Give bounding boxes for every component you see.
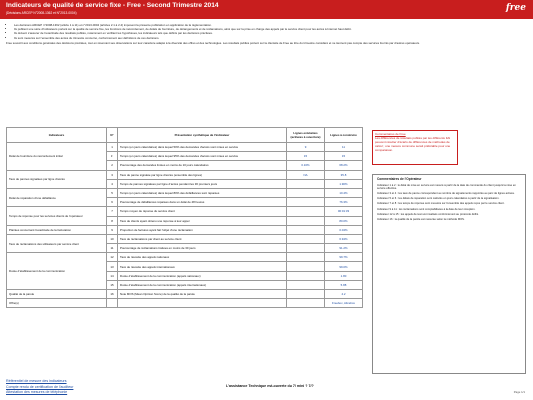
document-links bbox=[6, 379, 73, 396]
value-lines-to-build: 91.2% bbox=[325, 244, 363, 253]
brand-logo: free bbox=[505, 3, 526, 13]
value-lines-to-build: 76.3% bbox=[325, 198, 363, 207]
header-col-a: Lignes existantes (activées à ouverture) bbox=[287, 128, 325, 143]
notes-list bbox=[377, 184, 521, 222]
link-referentiel[interactable]: Référentiel de mesure des indicateurs bbox=[6, 379, 67, 383]
intro-bullet: • Les décisions ARCEP n°2008-1362 (article 1 à 11) et n°2013-0004 (articles 2.1 à 2.4) imposent la présente publication en application de la réglementation. bbox=[14, 23, 526, 27]
note-item: Indicateur 3 et 4 : les taux de panne correspondent au nombre de signalements rapportés au parc de lignes actives. bbox=[377, 192, 515, 196]
indicator-group: Taux de pannes signalées par ligne d'accès bbox=[7, 170, 107, 188]
table-body bbox=[7, 143, 363, 308]
page-title: Indicateurs de qualité de service fixe - Free - Second Trimestre 2014 bbox=[6, 2, 219, 9]
indicator-number: 6 bbox=[107, 198, 118, 207]
value-existing-lines bbox=[287, 225, 325, 234]
value-lines-to-build: 6.94% bbox=[325, 234, 363, 243]
value-existing-lines bbox=[287, 216, 325, 225]
indicator-number: 15 bbox=[107, 280, 118, 289]
table-row bbox=[7, 143, 363, 152]
value-lines-to-build: 1.80 bbox=[325, 271, 363, 280]
table-row bbox=[7, 170, 363, 179]
indicator-description: Temps de pannes signalées par ligne d'accès pendant les 30 premiers jours bbox=[118, 179, 287, 188]
notes-title: Commentaires de l'Opérateur bbox=[377, 177, 422, 181]
indicator-group: Délai de fourniture du raccordement initial bbox=[7, 143, 107, 171]
comment-box bbox=[372, 130, 458, 165]
indicator-description: Taux de panne signalée par ligne d'accès (ensemble des lignes) bbox=[118, 170, 287, 179]
value-lines-to-build: 99.7% bbox=[325, 253, 363, 262]
value-existing-lines: 15 bbox=[287, 152, 325, 161]
value-lines-to-build: 80.0% bbox=[325, 216, 363, 225]
indicator-number: 10 bbox=[107, 234, 118, 243]
indicator-number: 8 bbox=[107, 216, 118, 225]
value-existing-lines bbox=[287, 179, 325, 188]
indicator-number: 1' bbox=[107, 152, 118, 161]
value-lines-to-build: 0.04% bbox=[325, 225, 363, 234]
indicator-number: 11 bbox=[107, 244, 118, 253]
value-lines-to-build: 35.8 bbox=[325, 170, 363, 179]
table-row bbox=[7, 299, 363, 308]
value-lines-to-build: 15 bbox=[325, 152, 363, 161]
indicator-description: Taux de clients ayant obtenu une réponse à leur appel bbox=[118, 216, 287, 225]
value-existing-lines bbox=[287, 262, 325, 271]
table-row bbox=[7, 234, 363, 243]
intro-bullet: • Ils publient une série d'indicateurs portant sur la qualité de service fixe, les fonctions de raccordement, de délais de fourniture, de dérangements et de réclamations, ainsi que sur la prise en charge des appels par le service client pour les accès à Internet haut débit. bbox=[14, 27, 526, 31]
operator-notes-panel bbox=[372, 174, 526, 374]
indicator-description: Temps (en jours calendaires) dans lequel 95% des demandes d'accès sont mises en service bbox=[118, 152, 287, 161]
indicator-group: Offre(s) bbox=[7, 299, 107, 308]
value-lines-to-build: 99.0% bbox=[325, 262, 363, 271]
comment-title: Commentaires de Free bbox=[375, 132, 406, 136]
intro-section bbox=[6, 23, 526, 45]
indicator-group: Durée d'établissement de la communication bbox=[7, 253, 107, 290]
value-existing-lines bbox=[287, 207, 325, 216]
note-item: Indicateur 12 à 15 : les appels de test sont réalisés conformément au protocole défini. bbox=[377, 212, 479, 216]
value-lines-to-build: 5.88 bbox=[325, 280, 363, 289]
indicator-number: 1 bbox=[107, 143, 118, 152]
intro-paragraph: Free souscrit aux conditions générales des décisions précitées, tout en réservant ses observations sur leur caractère adapté à la diversité des offres et des technologies. Les résultats publiés portent sur la clientèle de Free au titre du trimestre considéré et ne tiennent pas compte des services fournis par d'autres opérateurs. bbox=[6, 40, 420, 45]
indicator-number: 14 bbox=[107, 271, 118, 280]
value-lines-to-build: Freebox, Alicebox bbox=[325, 299, 363, 308]
indicator-number: 9 bbox=[107, 225, 118, 234]
note-item: Indicateur 7 et 8 : les temps de réponse sont mesurés sur l'ensemble des appels reçus par le service client. bbox=[377, 202, 505, 206]
page-header bbox=[0, 0, 533, 19]
indicator-description: Pourcentage de défaillances réparées dans un délai de 48 heures bbox=[118, 198, 287, 207]
indicator-description: Taux de réclamations par client au service client bbox=[118, 234, 287, 243]
value-existing-lines bbox=[287, 234, 325, 243]
value-lines-to-build: 10.4% bbox=[325, 188, 363, 197]
note-item: Indicateur 1 à 2 : le délai de mise en service est mesuré à partir de la date de commande du client jusqu'à la mise en service effective. bbox=[377, 183, 516, 191]
indicator-group: Qualité de la parole bbox=[7, 290, 107, 299]
header-num: N° bbox=[107, 128, 118, 143]
value-lines-to-build: 00:01:33 bbox=[325, 207, 363, 216]
header-presentation: Présentation synthétique de l'indicateur bbox=[118, 128, 287, 143]
indicator-number: 3 bbox=[107, 170, 118, 179]
note-item: Indicateur 16 : la qualité de la parole est mesurée selon la méthode MOS. bbox=[377, 217, 465, 221]
value-lines-to-build: 1.90% bbox=[325, 179, 363, 188]
intro-bullet: • Ils sont mesurés sur l'ensemble des accès du trimestre concerné, conformément aux définitions de ces décisions. bbox=[14, 36, 526, 40]
indicator-group: Taux de réclamations des utilisateurs par service client bbox=[7, 234, 107, 252]
value-lines-to-build: 68.2% bbox=[325, 161, 363, 170]
indicator-description: Temps moyen de réponse du service client bbox=[118, 207, 287, 216]
indicator-description: Durée d'établissement de la communication (appels internationaux) bbox=[118, 280, 287, 289]
table-row bbox=[7, 207, 363, 216]
indicator-group: Plaintes concernant l'exactitude de la facturation bbox=[7, 225, 107, 234]
value-existing-lines bbox=[287, 280, 325, 289]
indicator-number: 12 bbox=[107, 253, 118, 262]
note-item: Indicateur 9 à 11 : les réclamations sont comptabilisées à la date de leur réception. bbox=[377, 207, 476, 211]
indicator-description: Note MOS (Mean Opinion Score) de la qualité de la parole bbox=[118, 290, 287, 299]
table-row bbox=[7, 253, 363, 262]
indicator-number bbox=[107, 299, 118, 308]
intro-bullets bbox=[6, 23, 526, 40]
value-lines-to-build: 4.2 bbox=[325, 290, 363, 299]
value-existing-lines: 0.16% bbox=[287, 161, 325, 170]
note-item: Indicateur 5 et 6 : les délais de réparation sont calculés en jours calendaires à partir de la signalisation. bbox=[377, 197, 500, 201]
indicator-description: Durée d'établissement de la communication (appels nationaux) bbox=[118, 271, 287, 280]
indicator-group: Délai de réparation d'une défaillance bbox=[7, 188, 107, 206]
indicators-table bbox=[6, 127, 363, 308]
table-row bbox=[7, 290, 363, 299]
indicator-description: Temps (en jours calendaires) dans lequel 50% des demandes d'accès sont mises en service bbox=[118, 143, 287, 152]
indicator-description: Taux de réussite des appels nationaux bbox=[118, 253, 287, 262]
value-existing-lines bbox=[287, 198, 325, 207]
indicator-number: 4 bbox=[107, 179, 118, 188]
value-existing-lines bbox=[287, 290, 325, 299]
value-existing-lines bbox=[287, 188, 325, 197]
value-existing-lines: NA bbox=[287, 170, 325, 179]
table-header-row bbox=[7, 128, 363, 143]
table-row bbox=[7, 225, 363, 234]
intro-bullet: • Ils doivent s'assurer de l'exactitude des résultats publiés, notamment en vérifiant les hypothèses, les indicateurs tels que définis par les décisions précitées. bbox=[14, 31, 526, 35]
value-existing-lines bbox=[287, 271, 325, 280]
page-subtitle: (Décisions ARCEP N°2008-1362 et N°2013-0004) bbox=[6, 11, 77, 15]
value-lines-to-build: 11 bbox=[325, 143, 363, 152]
value-existing-lines bbox=[287, 299, 325, 308]
indicator-number: 7 bbox=[107, 207, 118, 216]
value-existing-lines bbox=[287, 253, 325, 262]
indicator-description bbox=[118, 299, 287, 308]
indicator-number: 5 bbox=[107, 188, 118, 197]
comment-text: Les différences de résultats publiés par les différents FAI peuvent résulter d'écarts de différences de méthodes de calcul ; une mesure commune serait préférable pour une comparaison. bbox=[375, 136, 451, 152]
indicator-description: Taux de réussite des appels internationaux bbox=[118, 262, 287, 271]
value-existing-lines: 9 bbox=[287, 143, 325, 152]
header-col-b: Lignes à construire bbox=[325, 128, 363, 143]
indicator-number: 13 bbox=[107, 262, 118, 271]
table-row bbox=[7, 188, 363, 197]
footer-question: L'assistance Technique est-ouverte du 7/ mini ? 7/? bbox=[226, 384, 314, 388]
indicator-number: 2 bbox=[107, 161, 118, 170]
value-existing-lines bbox=[287, 244, 325, 253]
indicator-description: Pourcentage de réclamations traitées en moins de 30 jours bbox=[118, 244, 287, 253]
link-compte-rendu[interactable]: Compte rendu de certification de l'auditeur bbox=[6, 384, 74, 389]
header-indicator: Indicateurs bbox=[7, 128, 107, 143]
indicator-description: Proportion de factures ayant fait l'objet d'une réclamation bbox=[118, 225, 287, 234]
indicator-number: 16 bbox=[107, 290, 118, 299]
link-attestation[interactable]: Attestation des mesures de téléphonie bbox=[6, 390, 68, 394]
page-number: Page 1/1 bbox=[513, 390, 525, 394]
indicator-group: Temps de réponse pour les services clients de l'opérateur bbox=[7, 207, 107, 225]
indicator-description: Temps (en jours calendaires) dans lequel 80% des défaillances sont réparées bbox=[118, 188, 287, 197]
indicator-description: Pourcentage des demandes livrées en moins de 10 jours calendaires bbox=[118, 161, 287, 170]
